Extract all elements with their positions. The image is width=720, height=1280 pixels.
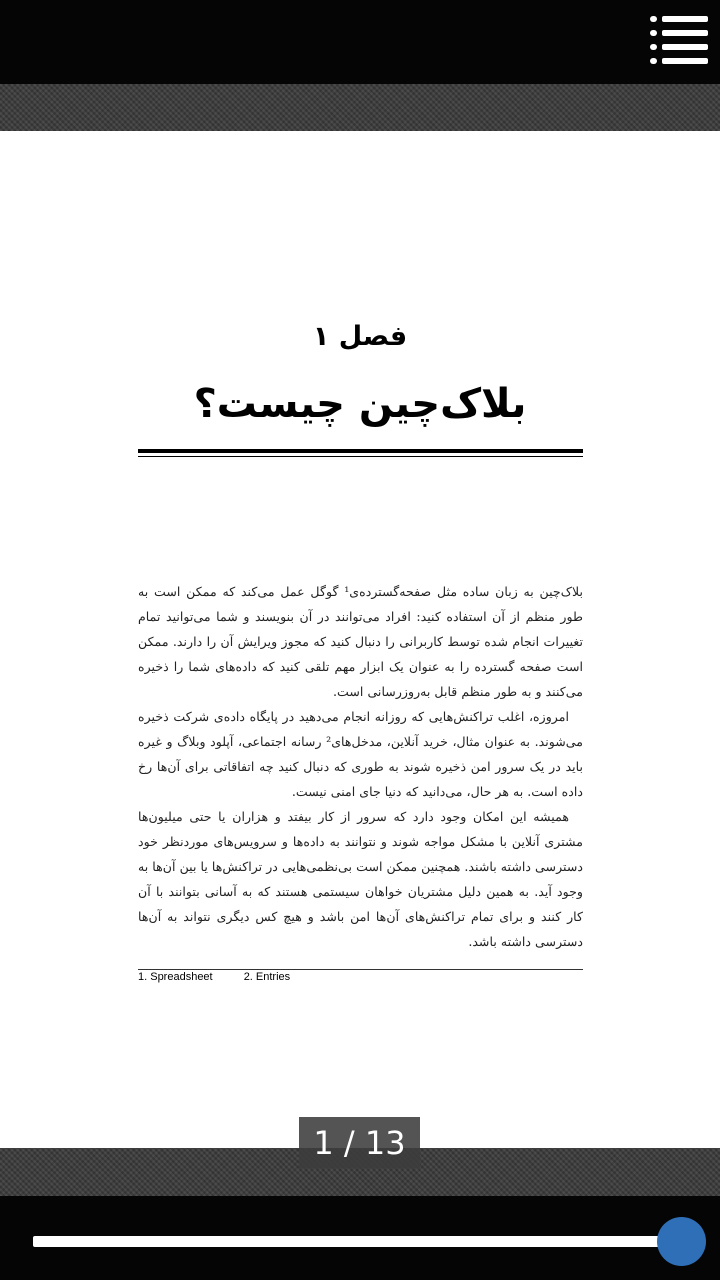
top-toolbar (0, 0, 720, 84)
menu-list-icon[interactable] (650, 14, 708, 68)
page-slider-track[interactable] (33, 1236, 669, 1247)
footnote: 2. Entries (243, 971, 291, 983)
body-text (138, 579, 583, 954)
chapter-title: بلاک‌چین چیست؟ (193, 381, 527, 427)
document-page[interactable] (0, 131, 720, 1148)
title-rule-thin (138, 456, 583, 457)
page-counter: 1 / 13 (299, 1117, 420, 1168)
title-rule-thick (138, 449, 583, 453)
top-texture-band (0, 84, 720, 131)
footnotes (138, 971, 583, 983)
footnote: 1. Spreadsheet (138, 971, 213, 983)
paragraph: امروزه، اغلب تراکنش‌هایی که روزانه انجام می‌دهید در پایگاه داده‌ی شرکت ذخیره می‌شوند. به عنوان مثال، خرید آنلاین، مدخل‌های² رسانه اجتماعی، آپلود وبلاگ و غیره باید در یک سرور امن ذخیره شوند به طوری که دنبال کنید چه اتفاقاتی برای آن‌ها رخ داده است. به هر حال، می‌دانید که دنیا جای امنی نیست. (138, 709, 584, 799)
paragraph: همیشه این امکان وجود دارد که سرور از کار بیفتد و هزاران یا حتی میلیون‌ها مشتری آنلاین با مشکل مواجه شوند و نتوانند به داده‌ها و سرویس‌های موردنظر خود دسترسی داشته باشند. همچنین ممکن است بی‌نظمی‌هایی در تراکنش‌ها یا بین آن‌ها به وجود آید. به همین دلیل مشتریان خواهان سیستمی هستند که به آسانی بتوانند با آن کار کنند و برای تمام تراکنش‌های آن‌ها امن باشد و هیچ کس دیگری نتواند به آن‌ها دسترسی داشته باشد. (138, 809, 583, 949)
paragraph: بلاک‌چین به زبان ساده مثل صفحه‌گسترده‌ی¹ گوگل عمل می‌کند که ممکن است به طور منظم از آن استفاده کنید: افراد می‌توانند در آن بنویسند و شما می‌توانید تمام تغییرات انجام شده توسط کاربرانی را دنبال کنید که مجوز ویرایش آن را دارند. ممکن است صفحه گسترده را به عنوان یک ابزار مهم تلقی کنید که داده‌های شما را ذخیره می‌کنند و به طور منظم قابل به‌روزرسانی است. (138, 584, 584, 699)
footnote-divider (138, 969, 583, 970)
page-slider-thumb[interactable] (657, 1217, 706, 1266)
chapter-label: فصل ۱ (312, 321, 408, 352)
